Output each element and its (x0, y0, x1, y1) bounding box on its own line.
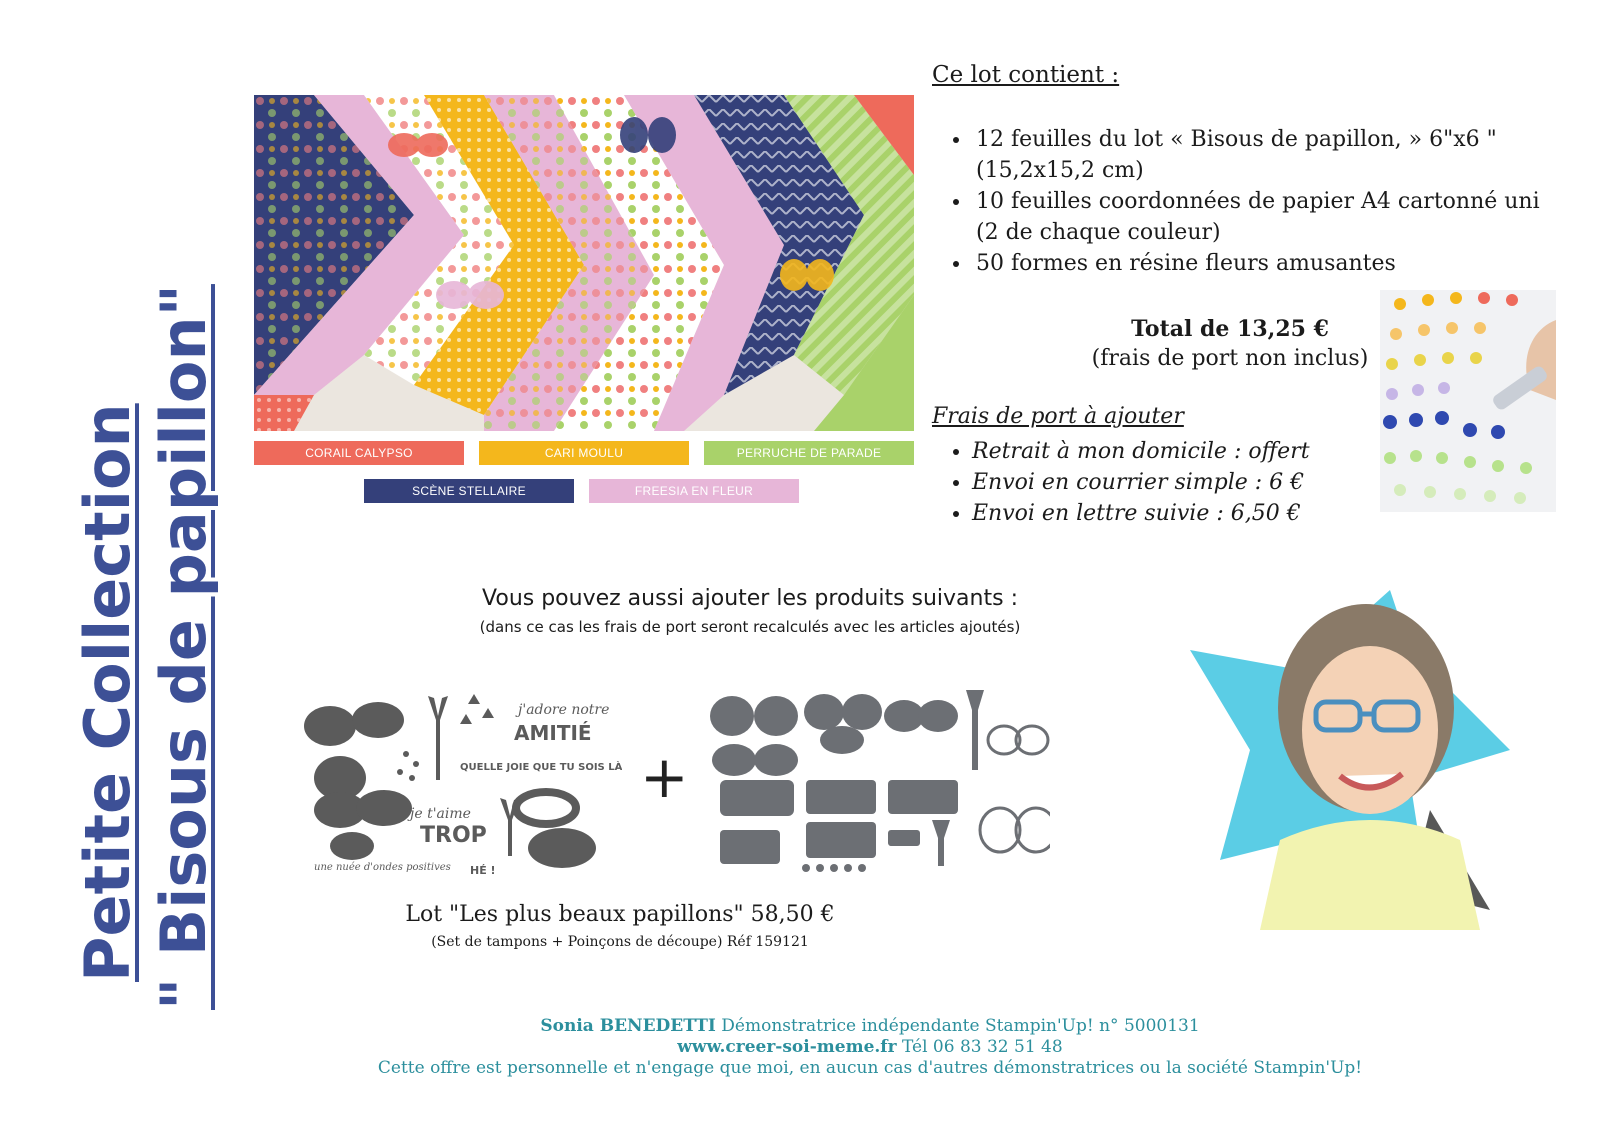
lot-title: Lot "Les plus beaux papillons" 58,50 € (405, 902, 835, 927)
addons-heading: Vous pouvez aussi ajouter les produits suivants : (482, 586, 1018, 611)
list-item: • 10 feuilles coordonnées de papier A4 cartonné uni (2 de chaque couleur) (972, 186, 1552, 248)
demonstrator-role: Démonstratrice indépendante Stampin'Up! n° 5000131 (715, 1016, 1200, 1036)
contents-title: Ce lot contient : (932, 62, 1120, 88)
dies-image (710, 690, 1050, 872)
stamp-set-image (300, 690, 622, 882)
shipping-list (952, 436, 1310, 529)
list-item: • Envoi en lettre suivie : 6,50 € (972, 498, 1310, 529)
stamp-text: je t'aime (410, 806, 471, 822)
resin-flowers-image (1380, 290, 1556, 512)
footer-line-2 (300, 1037, 1440, 1058)
swatch-perruche-de-parade: PERRUCHE DE PARADE (704, 441, 914, 465)
list-item: • Retrait à mon domicile : offert (972, 436, 1310, 467)
demonstrator-name: Sonia BENEDETTI (540, 1016, 716, 1036)
lot-subtitle: (Set de tampons + Poinçons de découpe) Réf 159121 (431, 934, 809, 950)
stamp-text: une nuée d'ondes positives (314, 862, 451, 873)
total-price: Total de 13,25 € (1131, 316, 1329, 342)
stamp-text: j'adore notre (518, 702, 610, 718)
list-item: • 12 feuilles du lot « Bisous de papillon, » 6"x6 " (15,2x15,2 cm) (972, 124, 1552, 186)
website-link[interactable]: www.creer-soi-meme.fr (677, 1037, 897, 1057)
designer-paper-image (254, 95, 914, 431)
footer-disclaimer: Cette offre est personnelle et n'engage que moi, en aucun cas d'autres démonstratrices ou la société Stampin'Up! (377, 1058, 1363, 1078)
stamp-text: TROP (420, 823, 487, 848)
swatch-corail-calypso: CORAIL CALYPSO (254, 441, 464, 465)
addons-subheading: (dans ce cas les frais de port seront recalculés avec les articles ajoutés) (479, 618, 1021, 636)
swatch-cari-moulu: CARI MOULU (479, 441, 689, 465)
phone-number: Tél 06 83 32 51 48 (896, 1037, 1063, 1057)
title-line-2: " Bisous de papillon" (147, 284, 220, 1010)
list-item: • Envoi en courrier simple : 6 € (972, 467, 1310, 498)
swatch-freesia-en-fleur: FREESIA EN FLEUR (589, 479, 799, 503)
stamp-text: HÉ ! (470, 864, 496, 877)
footer (300, 1016, 1440, 1079)
swatch-scene-stellaire: SCÈNE STELLAIRE (364, 479, 574, 503)
total-price-block (1040, 314, 1420, 374)
title-line-1: Petite Collection (71, 403, 144, 982)
collection-title (70, 190, 222, 1010)
list-item: • 50 formes en résine fleurs amusantes (972, 248, 1552, 279)
stamp-text: QUELLE JOIE QUE TU SOIS LÀ (460, 762, 622, 773)
plus-sign: + (640, 743, 689, 811)
contents-list (952, 124, 1552, 279)
stamp-text: AMITIÉ (514, 721, 592, 745)
shipping-note: (frais de port non inclus) (1091, 346, 1369, 371)
shipping-title: Frais de port à ajouter (932, 404, 1184, 429)
demonstrator-portrait (1190, 590, 1530, 930)
footer-line-1 (300, 1016, 1440, 1037)
